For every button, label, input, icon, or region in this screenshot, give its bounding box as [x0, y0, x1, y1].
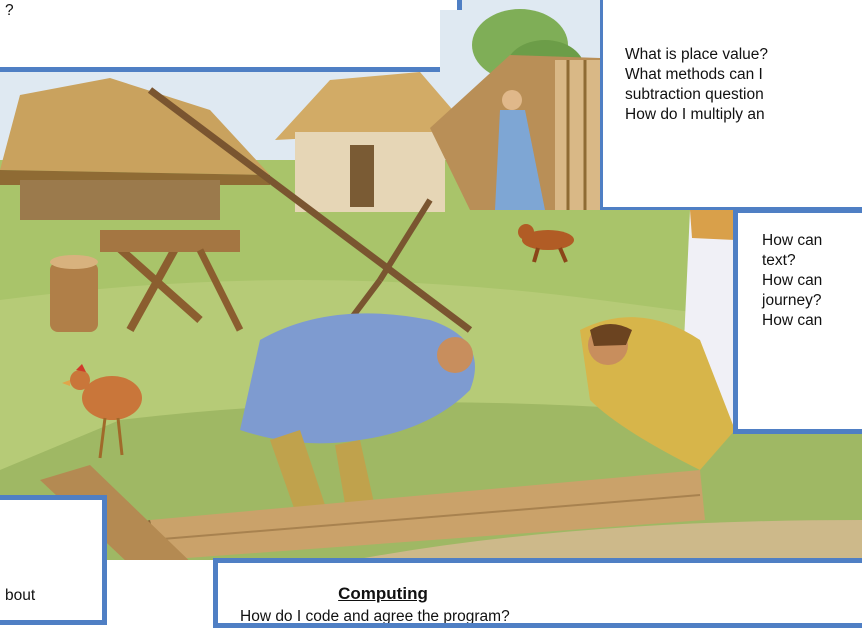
- english-question: How can: [762, 312, 823, 329]
- top-left-fragment: ?: [5, 2, 14, 19]
- computing-heading: Computing: [338, 584, 428, 603]
- maths-question: How do I multiply an: [625, 106, 765, 123]
- bottom-left-card: [0, 495, 107, 625]
- english-question: text?: [762, 252, 796, 269]
- english-question: journey?: [762, 292, 822, 309]
- maths-question: What is place value?: [625, 46, 769, 63]
- computing-question: How do I code and agree the program?: [240, 608, 510, 625]
- english-question-list: [762, 231, 822, 331]
- bottom-left-fragment: bout: [5, 587, 36, 604]
- computing-card: [213, 558, 862, 628]
- maths-question: What methods can I: [625, 66, 763, 83]
- maths-question: subtraction question: [625, 86, 764, 103]
- english-question: How can: [762, 272, 823, 289]
- english-card: [733, 208, 862, 434]
- english-question: How can: [762, 232, 823, 249]
